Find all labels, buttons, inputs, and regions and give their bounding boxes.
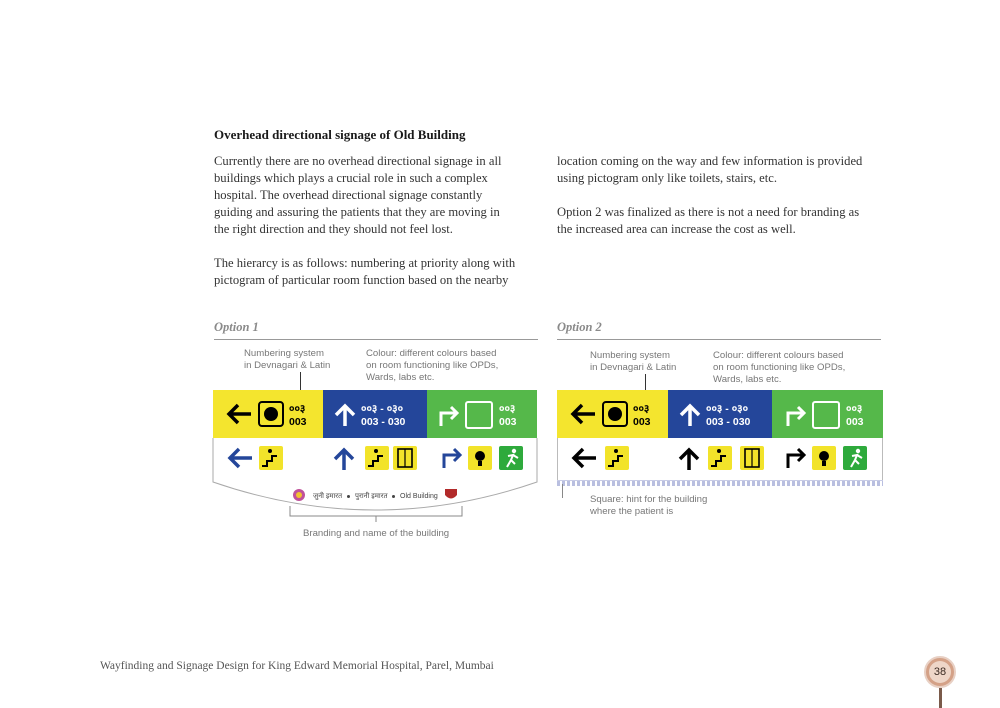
number-devanagari: ००३ [633,403,650,415]
building-square [465,401,493,429]
page-number: 38 [929,661,951,683]
head-pictogram-icon [258,401,284,427]
option1-sign-top-band [213,390,537,438]
separator-dot [347,495,350,498]
option2-annotation-numbering [590,350,676,374]
building-square [812,401,840,429]
option1-annotation-branding: Branding and name of the building [303,528,450,539]
section-heading: Overhead directional signage of Old Building [214,127,466,142]
arrow-turn-right-icon [437,404,461,428]
blue-segment [668,390,772,438]
text-line: Option 2 was finalized as there is not a need for branding as [557,205,860,219]
arrow-turn-right-icon [784,446,808,470]
emblem-logo-icon [292,488,306,502]
number-latin: 003 - 030 [361,416,406,428]
branding-hindi: पुरानी इमारत [355,493,388,500]
paragraph-gap [557,187,887,204]
stairs-pictogram-icon [708,446,732,470]
number-latin: 003 [633,416,651,428]
annotation-line: Numbering system [244,348,324,359]
blue-segment [323,390,427,438]
stairs-pictogram-icon [259,446,283,470]
branding-marathi: जुनी इमारत [313,493,343,500]
number-latin: 003 - 030 [706,416,751,428]
annotation-line: Numbering system [590,350,670,361]
light-bulb-pictogram-icon [468,446,492,470]
green-segment [772,390,883,438]
number-devanagari: ००३ - ०३० [706,403,749,415]
arrow-left-icon [225,402,253,426]
number-devanagari: ००३ - ०३० [361,403,404,415]
annotation-line: on room functioning like OPDs, [713,362,846,373]
number-devanagari: ००३ [499,403,516,415]
page-badge-stem [939,688,942,708]
text-line: The hierarcy is as follows: numbering at priority along with [214,256,516,270]
annotation-line: Colour: different colours based [366,348,497,359]
text-line: the increased area can increase the cost as well. [557,222,796,236]
head-pictogram-icon [602,401,628,427]
stairs-pictogram-icon [365,446,389,470]
annotation-line: Wards, labs etc. [366,372,435,383]
text-line: Currently there are no overhead directional signage in all [214,154,502,168]
annotation-line: where the patient is [590,506,674,517]
branding-english: Old Building [400,493,438,500]
separator-dot [392,495,395,498]
dotted-base-strip [557,480,883,486]
arrow-up-icon [678,402,702,428]
option2-label: Option 2 [557,320,602,334]
exit-pictogram-icon [499,446,523,470]
arrow-up-icon [677,446,701,472]
light-bulb-pictogram-icon [812,446,836,470]
text-line: the right direction and they should not feel lost. [214,222,453,236]
arrow-up-icon [332,446,356,472]
annotation-line: in Devnagari & Latin [244,360,331,371]
shield-logo-icon [444,487,458,502]
annotation-line: in Devnagari & Latin [590,362,677,373]
branding-bracket [288,506,464,522]
exit-pictogram-icon [843,446,867,470]
option2-annotation-colour [713,350,845,386]
option1-annotation-numbering [244,348,330,372]
arrow-left-icon [226,446,254,470]
option1-annotation-colour [366,348,498,384]
number-devanagari: ००३ [846,403,863,415]
annotation-line: on room functioning like OPDs, [366,360,499,371]
page-number-badge [924,656,956,688]
stairs-pictogram-icon [605,446,629,470]
yellow-segment [213,390,323,438]
text-line: hospital. The overhead directional signage constantly [214,188,483,202]
elevator-pictogram-icon [740,446,764,470]
text-line: buildings which plays a crucial role in such a complex [214,171,488,185]
leader-line [562,484,563,498]
annotation-line: Wards, labs etc. [713,374,782,385]
option2-rule [557,339,881,340]
number-latin: 003 [846,416,864,428]
right-column-text [557,153,887,238]
annotation-line: Colour: different colours based [713,350,844,361]
yellow-segment [557,390,668,438]
arrow-turn-right-icon [440,446,464,470]
number-devanagari: ००३ [289,403,306,415]
option1-rule [214,339,538,340]
arrow-left-icon [569,402,597,426]
elevator-pictogram-icon [393,446,417,470]
number-latin: 003 [499,416,517,428]
text-line: guiding and assuring the patients that they are moving in [214,205,500,219]
arrow-up-icon [333,402,357,428]
text-line: location coming on the way and few information is provided [557,154,863,168]
left-column-text [214,153,544,289]
text-line: pictogram of particular room function based on the nearby [214,273,509,287]
green-segment [427,390,537,438]
text-line: using pictogram only like toilets, stairs, etc. [557,171,778,185]
footer-title: Wayfinding and Signage Design for King Edward Memorial Hospital, Parel, Mumbai [100,660,494,672]
arrow-left-icon [570,446,598,470]
annotation-line: Square: hint for the building [590,494,708,505]
option2-annotation-square [590,494,707,518]
arrow-turn-right-icon [784,404,808,428]
option1-label: Option 1 [214,320,259,334]
paragraph-gap [214,238,544,255]
number-latin: 003 [289,416,307,428]
option2-sign-top-band [557,390,883,438]
